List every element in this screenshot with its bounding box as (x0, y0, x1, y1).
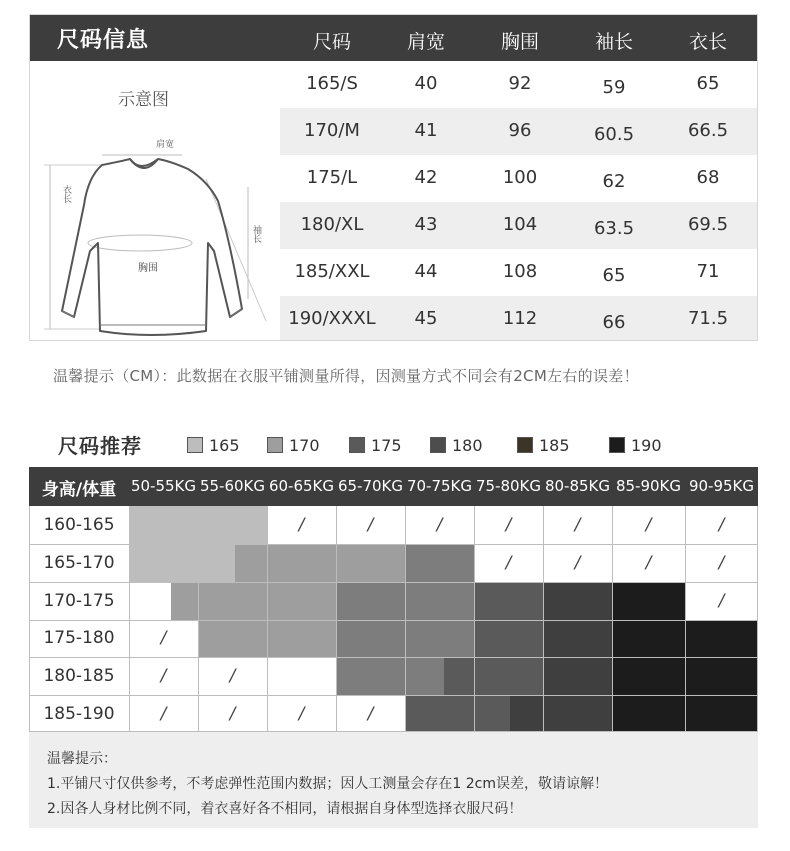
fill-185 (510, 695, 612, 732)
fill-175 (405, 544, 474, 582)
size-cell: 165/S (306, 73, 358, 94)
fill-185 (543, 620, 612, 657)
sleeve-cell: 60.5 (593, 124, 635, 145)
legend-swatch (609, 437, 625, 453)
header-weight: 75-80KG (475, 477, 542, 495)
na-slash: / (298, 515, 305, 535)
legend-swatch (187, 437, 203, 453)
col-header-length: 衣长 (688, 31, 727, 53)
size-info-table (29, 14, 758, 341)
size-row (280, 249, 758, 296)
fill-185 (543, 582, 612, 620)
shoulder-cell: 43 (414, 214, 438, 235)
size-row (280, 61, 758, 108)
length-cell: 66.5 (687, 120, 729, 141)
size-info-header (30, 15, 758, 61)
header-height-weight: 身高/体重 (41, 480, 117, 500)
grid-line (757, 506, 758, 732)
na-slash: / (505, 553, 512, 573)
na-slash: / (505, 515, 512, 535)
col-header-sleeve: 袖长 (594, 31, 633, 53)
sleeve-cell: 59 (602, 77, 626, 98)
length-cell: 71.5 (687, 308, 729, 329)
grid-line (29, 544, 758, 545)
size-cell: 180/XL (300, 214, 364, 235)
legend-swatch (267, 437, 283, 453)
header-weight: 80-85KG (544, 477, 611, 495)
legend-swatch (349, 437, 365, 453)
na-slash: / (436, 515, 443, 535)
sleeve-cell: 66 (602, 312, 626, 333)
recommend-title: 尺码推荐 (58, 434, 142, 458)
chest-cell: 104 (502, 214, 538, 235)
legend-label: 165 (209, 436, 240, 455)
sweater-diagram (30, 121, 280, 341)
chest-cell: 96 (508, 120, 532, 141)
shoulder-cell: 45 (414, 308, 438, 329)
fill-180 (405, 695, 474, 732)
notes-box (29, 732, 758, 828)
fill-180 (474, 620, 543, 657)
legend-label: 190 (631, 436, 662, 455)
sleeve-cell: 62 (602, 171, 626, 192)
na-slash: / (160, 666, 167, 686)
na-slash: / (160, 628, 167, 648)
shoulder-cell: 42 (414, 167, 438, 188)
grid-line (129, 506, 130, 732)
na-slash: / (367, 515, 374, 535)
fill-180 (444, 657, 543, 695)
measurement-tip: 温馨提示（CM）：此数据在衣服平铺测量所得，因测量方式不同会有2CM左右的误差！ (53, 367, 639, 385)
diagram-length-text: 衣长 (61, 185, 71, 203)
notes-title: 温馨提示： (47, 751, 117, 767)
header-weight: 65-70KG (337, 477, 404, 495)
row-label-height: 160-165 (43, 515, 115, 535)
fill-185 (543, 657, 612, 695)
recommend-grid (29, 467, 758, 732)
length-cell: 65 (696, 73, 720, 94)
grid-line (267, 506, 268, 732)
chest-cell: 92 (508, 73, 532, 94)
header-weight: 70-75KG (406, 477, 473, 495)
fill-175 (336, 657, 444, 695)
shoulder-cell: 41 (414, 120, 438, 141)
na-slash: / (367, 704, 374, 724)
row-label-height: 170-175 (43, 591, 115, 611)
col-header-size: 尺码 (312, 31, 351, 53)
legend-label: 185 (539, 436, 570, 455)
diagram-chest-text: 胸围 (138, 263, 158, 274)
chest-cell: 100 (502, 167, 538, 188)
diagram-sleeve-text: 袖长 (251, 225, 261, 243)
shoulder-cell: 44 (414, 261, 438, 282)
chest-cell: 112 (502, 308, 538, 329)
grid-line (29, 695, 758, 696)
grid-line (543, 506, 544, 732)
shoulder-cell: 40 (414, 73, 438, 94)
diagram-label: 示意图 (118, 90, 169, 110)
grid-line (405, 506, 406, 732)
fill-170 (171, 582, 336, 620)
header-weight: 90-95KG (688, 477, 755, 495)
legend-swatch (517, 437, 533, 453)
col-header-chest: 胸围 (500, 31, 539, 53)
size-cell: 190/XXXL (288, 308, 376, 329)
header-weight: 50-55KG (130, 477, 197, 495)
size-cell: 175/L (306, 167, 358, 188)
size-row (280, 108, 758, 155)
size-row (280, 296, 758, 341)
diagram-panel (30, 61, 280, 341)
fill-170 (235, 544, 405, 582)
size-cell: 170/M (304, 120, 360, 141)
na-slash: / (645, 515, 652, 535)
na-slash: / (229, 666, 236, 686)
size-cell: 185/XXL (294, 261, 370, 282)
size-row (280, 202, 758, 249)
legend-label: 180 (452, 436, 483, 455)
length-cell: 71 (696, 261, 720, 282)
na-slash: / (298, 704, 305, 724)
length-cell: 68 (696, 167, 720, 188)
na-slash: / (574, 553, 581, 573)
grid-line (336, 506, 337, 732)
na-slash: / (574, 515, 581, 535)
na-slash: / (718, 515, 725, 535)
legend-swatch (430, 437, 446, 453)
legend-label: 175 (371, 436, 402, 455)
size-row (280, 155, 758, 202)
length-cell: 69.5 (687, 214, 729, 235)
grid-line (685, 506, 686, 732)
grid-line (198, 506, 199, 732)
sleeve-cell: 63.5 (593, 218, 635, 239)
recommend-header (29, 467, 758, 506)
notes-line-2: 2.因各人身材比例不同，着衣喜好各不相同，请根据自身体型选择衣服尺码！ (47, 801, 523, 817)
header-weight: 55-60KG (199, 477, 266, 495)
fill-180 (474, 695, 510, 732)
sleeve-cell: 65 (602, 265, 626, 286)
fill-165 (129, 544, 235, 582)
diagram-shoulder-text: 肩宽 (156, 140, 175, 150)
col-header-shoulder: 肩宽 (406, 31, 445, 53)
grid-line (29, 506, 30, 732)
row-label-height: 185-190 (43, 704, 115, 724)
fill-190 (612, 582, 685, 620)
row-label-height: 165-170 (43, 553, 115, 573)
row-label-height: 175-180 (43, 628, 115, 648)
chest-cell: 108 (502, 261, 538, 282)
na-slash: / (160, 704, 167, 724)
na-slash: / (229, 704, 236, 724)
size-info-title: 尺码信息 (57, 28, 150, 53)
header-weight: 60-65KG (268, 477, 335, 495)
na-slash: / (718, 553, 725, 573)
notes-line-1: 1.平铺尺寸仅供参考，不考虑弹性范围内数据；因人工测量会存在1 2cm误差，敬请谅解！ (47, 776, 608, 792)
row-label-height: 180-185 (43, 666, 115, 686)
grid-line (29, 620, 758, 621)
fill-180 (474, 582, 543, 620)
grid-line (474, 506, 475, 732)
grid-line (612, 506, 613, 732)
grid-line (29, 582, 758, 583)
na-slash: / (718, 591, 725, 611)
grid-line (29, 657, 758, 658)
na-slash: / (645, 553, 652, 573)
header-weight: 85-90KG (615, 477, 682, 495)
legend-label: 170 (289, 436, 320, 455)
